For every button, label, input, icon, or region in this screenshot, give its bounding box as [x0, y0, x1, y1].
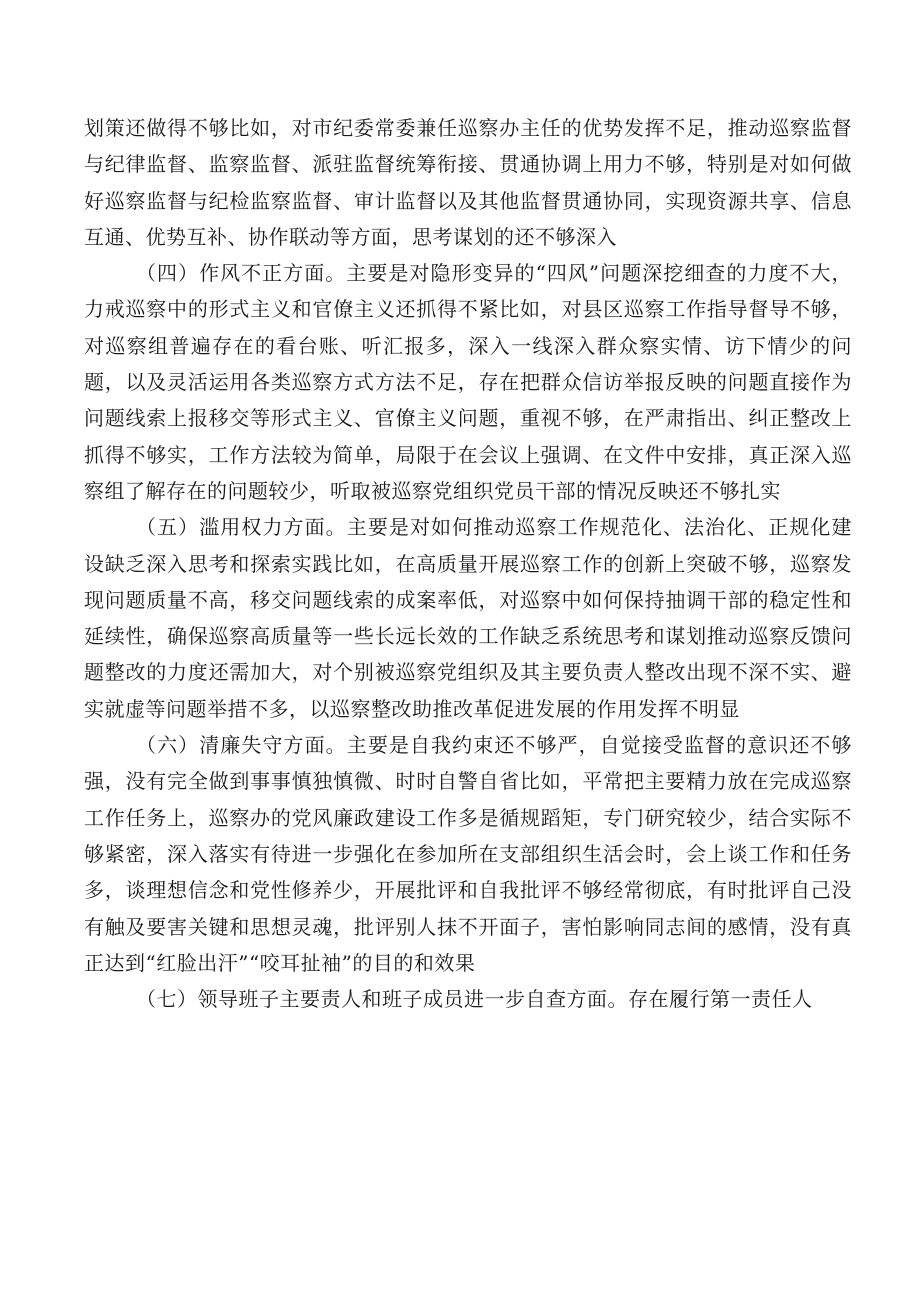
paragraph-section-5-power-abuse: （五）滥用权力方面。主要是对如何推动巡察工作规范化、法治化、正规化建设缺乏深入思考和探索实践比如，在高质量开展巡察工作的创新上突破不够，巡察发现问题质量不高，移交问题线索的成案率低，对巡察中如何保持抽调干部的稳定性和延续性，确保巡察高质量等一些长远长效的工作缺乏系统思考和谋划推动巡察反馈问题整改的力度还需加大，对个别被巡察党组织及其主要负责人整改出现不深不实、避实就虚等问题举措不多，以巡察整改助推改革促进发展的作用发挥不明显	[84, 515, 852, 721]
body-text	[84, 110, 852, 1017]
paragraph-section-7-leadership: （七）领导班子主要责人和班子成员进一步自查方面。存在履行第一责任人	[136, 987, 813, 1012]
paragraph-section-6-integrity: （六）清廉失守方面。主要是自我约束还不够严，自觉接受监督的意识还不够强，没有完全做到事事慎独慎微、时时自警自省比如，平常把主要精力放在完成巡察工作任务上，巡察办的党风廉政建设工作多是循规蹈矩，专门研究较少，结合实际不够紧密，深入落实有待进一步强化在参加所在支部组织生活会时，会上谈工作和任务多，谈理想信念和党性修养少，开展批评和自我批评不够经常彻底，有时批评自己没有触及要害关键和思想灵魂，批评别人抹不开面子，害怕影响同志间的感情，没有真正达到“红脸出汗”“咬耳扯袖”的目的和效果	[84, 733, 852, 975]
paragraph-continuation: 划策还做得不够比如，对市纪委常委兼任巡察办主任的优势发挥不足，推动巡察监督与纪律监督、监察监督、派驻监督统筹衔接、贯通协调上用力不够，特别是对如何做好巡察监督与纪检监察监督、审计监督以及其他监督贯通协同，实现资源共享、信息互通、优势互补、协作联动等方面，思考谋划的还不够深入	[84, 116, 852, 249]
paragraph-section-4-work-style: （四）作风不正方面。主要是对隐形变异的“四风”问题深挖细查的力度不大，力戒巡察中的形式主义和官僚主义还抓得不紧比如，对县区巡察工作指导督导不够，对巡察组普遍存在的看台账、听汇报多，深入一线深入群众察实情、访下情少的问题，以及灵活运用各类巡察方式方法不足，存在把群众信访举报反映的问题直接作为问题线索上报移交等形式主义、官僚主义问题，重视不够，在严肃指出、纠正整改上抓得不够实，工作方法较为简单，局限于在会议上强调、在文件中安排，真正深入巡察组了解存在的问题较少，听取被巡察党组织党员干部的情况反映还不够扎实	[84, 261, 852, 503]
